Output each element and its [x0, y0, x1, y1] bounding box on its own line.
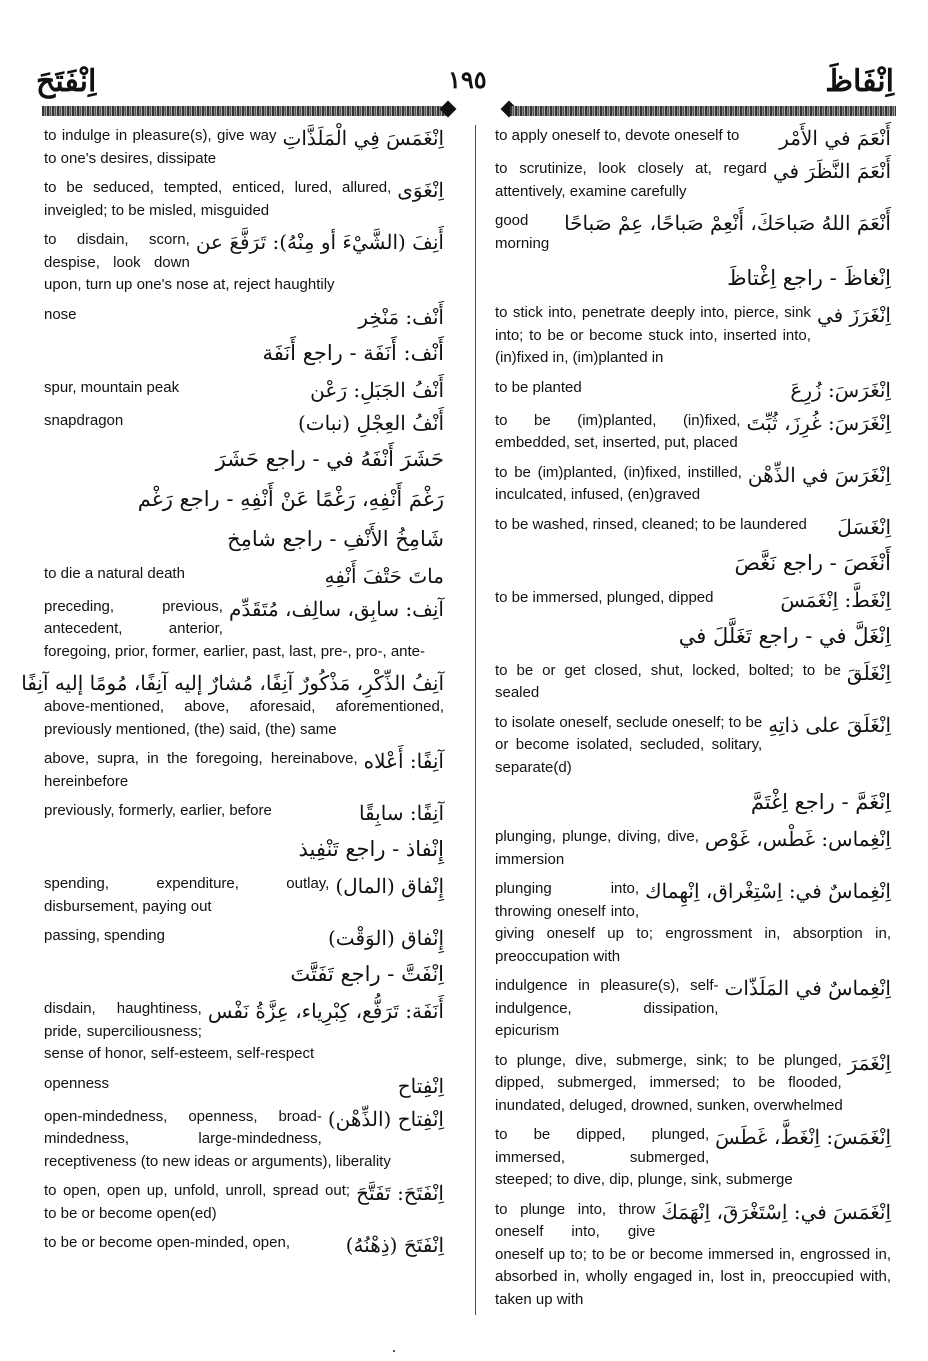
page-number: ١٩٥ — [448, 68, 487, 94]
entry-translation: openness — [44, 1074, 110, 1092]
dictionary-entry — [44, 177, 444, 222]
dictionary-entry — [44, 1106, 444, 1174]
entry-headword: إِنْفاق (الوَقْت) — [328, 926, 444, 950]
entry-headword: أَنْفُ العِجْلِ (نبات) — [297, 410, 444, 435]
entry-headword: اِنْغَلَّ في - راجع تَغَلَّلَ في — [678, 623, 891, 648]
entry-translation: disdain, haughtiness, pride, superciliousness; sense of honor, self-esteem, self-respect — [44, 1000, 315, 1062]
entry-headword: اِنْغِماسٌ في: اِسْتِغْراق، اِنْهِماك — [645, 879, 891, 903]
entry-headword: اِنْغاظَ - راجع اِغْتاظَ — [727, 266, 891, 290]
entry-headword: حَشَرَ أَنْفَهُ في - راجع حَشَرَ — [215, 446, 444, 471]
dictionary-entry — [44, 596, 444, 664]
entry-translation: plunging, plunge, diving, dive, immersion — [495, 828, 699, 868]
entry-headword: اِنْغَمَرَ — [847, 1050, 891, 1075]
entry-translation: to be seduced, tempted, enticed, lured, allured, inveigled; to be misled, misguided — [44, 179, 392, 219]
entry-headword: اِنْغَمَسَ في: اِسْتَغْرَقَ، اِنْهَمَكَ — [661, 1199, 891, 1224]
entry-translation: to be (im)planted, (in)fixed, embedded, set, inserted, put, placed — [495, 411, 741, 451]
dictionary-entry — [44, 748, 444, 793]
dictionary-entry — [44, 563, 444, 589]
dictionary-entry — [495, 587, 891, 613]
dictionary-entry — [44, 304, 444, 330]
entry-translation: to plunge, dive, submerge, sink; to be plunged, dipped, submerged, immersed; to be flooded, inundated, deluged, drowned, sunken, overwhelmed — [495, 1051, 843, 1114]
dictionary-entry — [495, 125, 891, 151]
left-column — [21, 125, 444, 1265]
entry-translation: to stick into, penetrate deeply into, pierce, sink into; to be or become stuck into, inserted into, (in)fixed in, (im)planted in — [495, 304, 811, 366]
entry-translation: to be washed, rinsed, cleaned; to be laundered — [495, 515, 807, 533]
dictionary-entry — [495, 158, 891, 203]
entry-headword: اِنْغِماس: غَطْس، غَوْص — [704, 827, 891, 851]
entry-headword: أَنْعَمَ اللهُ صَباحَكَ، أَنْعِمْ صَباحًا، عِمْ صَباحًا — [564, 211, 891, 235]
entry-headword: اِنْغَطَّ: اِنْغَمَسَ — [780, 587, 891, 612]
scan-speck — [393, 1350, 395, 1352]
entry-translation: to plunge into, throw oneself into, give oneself up to; to be or become immersed in, engrossed in, absorbed in, wholly engaged in, lost in, preoccupied with, taken up with — [495, 1200, 891, 1308]
entry-headword: إِنْفاق (المال) — [335, 874, 444, 898]
entry-headword: اِنْغَرَسَ: غُرِزَ، ثُبِّتَ — [746, 410, 891, 435]
entry-translation: to apply oneself to, devote oneself to — [495, 127, 740, 144]
entry-headword: اِنْغَوَى — [397, 178, 444, 202]
dictionary-entry — [495, 975, 891, 1043]
entry-headword: اِنْفَتَحَ: تَفَتَّحَ — [356, 1181, 444, 1205]
dictionary-entry — [495, 210, 891, 255]
dictionary-entry — [44, 873, 444, 918]
dictionary-entry — [44, 443, 444, 476]
entry-headword: اِنْغَرَزَ في — [816, 303, 891, 327]
dictionary-entry — [495, 878, 891, 968]
entry-translation: to die a natural death — [44, 564, 185, 582]
entry-translation: good morning — [495, 212, 550, 252]
dictionary-entry — [495, 786, 891, 819]
entry-translation: above, supra, in the foregoing, hereinabove, hereinbefore — [44, 750, 358, 790]
entry-headword: أَنْف: أَنَفَة - راجع أَنَفَة — [262, 340, 444, 365]
entry-translation: to be (im)planted, (in)fixed, instilled, inculcated, infused, (en)graved — [495, 463, 742, 503]
dictionary-entry — [44, 925, 444, 951]
dictionary-entry — [495, 262, 891, 295]
entry-translation: to isolate oneself, seclude oneself; to be or become isolated, secluded, solitary, separate(d) — [495, 713, 763, 776]
entry-translation: snapdragon — [44, 411, 124, 429]
entry-headword: اِنْغَلَقَ — [846, 660, 891, 685]
dictionary-entry — [495, 1050, 891, 1118]
header-rule-left — [42, 106, 446, 116]
entry-headword: أَنْعَمَ في الأَمْر — [779, 126, 891, 150]
right-column — [495, 125, 891, 1318]
entry-headword: اِنْغَرَسَ في الذِّهْن — [747, 462, 891, 487]
dictionary-entry — [495, 377, 891, 403]
header-left-word: اِنْفَتَحَ — [36, 65, 97, 98]
entry-headword: أَنْفُ الجَبَلِ: رَعْن — [310, 377, 444, 402]
entry-translation: plunging into, throwing oneself into, giving oneself up to; engrossment in, absorption in, preoccupation with — [495, 880, 891, 965]
dictionary-entry — [44, 410, 444, 436]
entry-translation: open-mindedness, openness, broad-mindedness, large-mindedness, receptiveness (to new ideas or arguments), liberality — [44, 1107, 391, 1170]
dictionary-entry — [44, 1073, 444, 1099]
dictionary-entry — [495, 660, 891, 705]
entry-translation: to be or become open-minded, open, — [44, 1234, 290, 1251]
entry-translation: to be planted — [495, 378, 582, 396]
entry-translation: to scrutinize, look closely at, regard attentively, examine carefully — [495, 160, 767, 200]
entry-headword: اِنْغِماسٌ في المَلَذّات — [724, 976, 891, 1000]
dictionary-entry — [495, 1124, 891, 1192]
column-divider — [475, 125, 476, 1315]
entry-headword: آنِفًا: أَعْلاه — [363, 749, 444, 773]
dictionary-entry — [495, 547, 891, 580]
entry-headword: اِنْفَتَّ - راجع تَفَتَّتَ — [290, 962, 444, 986]
header-right-word: اِنْفَاظَ — [825, 65, 894, 98]
entry-translation: nose — [44, 305, 77, 323]
entry-translation: to be dipped, plunged, immersed, submerged, steeped; to dive, dip, plunge, sink, submerge — [495, 1126, 793, 1188]
entry-translation: preceding, previous, antecedent, anterior, foregoing, prior, former, earlier, past, last, pre-, pro-, ante- — [44, 597, 426, 660]
entry-headword: أَنِفَ (الشَّيْءَ أو مِنْهُ): تَرَفَّعَ عن — [195, 230, 444, 254]
dictionary-entry — [44, 125, 444, 170]
entry-headword: شَامِخُ الأَنْفِ - راجع شامِخ — [227, 526, 444, 551]
dictionary-entry — [495, 826, 891, 871]
entry-translation: spending, expenditure, outlay, disbursement, paying out — [44, 875, 330, 915]
entry-translation: to open, open up, unfold, unroll, spread out; to be or become open(ed) — [44, 1182, 351, 1222]
dictionary-entry — [495, 1199, 891, 1312]
entry-headword: اِنْغَرَسَ: زُرِعَ — [790, 377, 891, 402]
entry-translation: above-mentioned, above, aforesaid, aforementioned, previously mentioned, (the) said, (the) same — [44, 698, 444, 738]
dictionary-entry — [44, 800, 444, 826]
dictionary-entry — [21, 670, 444, 741]
entry-headword: اِنْفَتَحَ (ذِهْنُهُ) — [345, 1233, 444, 1257]
entry-translation: spur, mountain peak — [44, 378, 180, 396]
dictionary-entry — [44, 337, 444, 370]
dictionary-entry — [44, 229, 444, 297]
entry-headword: آنِفًا: سابِقًا — [358, 801, 444, 825]
dictionary-entry — [495, 462, 891, 507]
dictionary-entry — [44, 1232, 444, 1258]
entry-translation: to be or get closed, shut, locked, bolted; to be sealed — [495, 661, 841, 701]
dictionary-entry — [44, 958, 444, 991]
dictionary-entry — [44, 1180, 444, 1225]
dictionary-entry — [44, 523, 444, 556]
entry-headword: أَنْعَمَ النَّظَرَ في — [772, 159, 891, 183]
dictionary-entry — [495, 302, 891, 370]
entry-headword: آنِف: سابِق، سالِف، مُتَقَدِّم — [228, 596, 444, 621]
entry-headword: رَغْمَ أَنْفِهِ، رَغْمًا عَنْ أَنْفِهِ - راجع رَغْم — [137, 486, 444, 511]
entry-headword: أَنْغَصَ - راجع نَغَّصَ — [734, 550, 891, 575]
entry-headword: اِنْغَمَسَ فِي الْمَلَذَّاتِ — [282, 126, 444, 150]
entry-headword: اِنْغَسَلَ — [837, 514, 891, 539]
dictionary-entry — [495, 410, 891, 455]
entry-headword: اِنْفِتاح — [397, 1073, 444, 1098]
dictionary-entry — [495, 620, 891, 653]
entry-translation: passing, spending — [44, 927, 165, 944]
entry-headword: إِنْفاذ - راجع تَنْفِيذ — [298, 837, 444, 861]
entry-translation: previously, formerly, earlier, before — [44, 802, 272, 819]
entry-translation: to disdain, scorn, despise, look down upon, turn up one's nose at, reject haughtily — [44, 231, 335, 293]
entry-translation: indulgence in pleasure(s), self-indulgence, dissipation, epicurism — [495, 977, 719, 1039]
dictionary-entry — [44, 998, 444, 1066]
entry-headword: أَنْف: مَنْخِر — [358, 304, 444, 329]
dictionary-entry — [44, 377, 444, 403]
entry-headword: أَنَفَة: تَرَفُّع، كِبْرِياء، عِزَّةُ نَفْس — [207, 999, 444, 1023]
entry-headword: اِنْغَمَّ - راجع اِغْتَمَّ — [750, 790, 891, 814]
entry-headword: ماتَ حَتْفَ أَنْفِهِ — [324, 563, 444, 588]
entry-headword: اِنْغَلَقَ على ذاتِهِ — [768, 712, 891, 737]
entry-headword: اِنْفِتاح (الذِّهْن) — [327, 1106, 444, 1131]
dictionary-entry — [495, 712, 891, 780]
header-rule-right — [510, 106, 896, 116]
dictionary-entry — [495, 514, 891, 540]
dictionary-entry — [44, 833, 444, 866]
entry-translation: to be immersed, plunged, dipped — [495, 588, 714, 606]
entry-headword: آنِفُ الذِّكْرِ، مَذْكُورٌ آنِفًا، مُشارٌ إليه آنِفًا، مُومًا إليه آنِفًا — [21, 671, 444, 695]
entry-translation: to indulge in pleasure(s), give way to one's desires, dissipate — [44, 127, 277, 167]
entry-headword: اِنْغَمَسَ: اِنْغَطَّ، غَطَسَ — [715, 1125, 891, 1149]
dictionary-entry — [44, 483, 444, 516]
